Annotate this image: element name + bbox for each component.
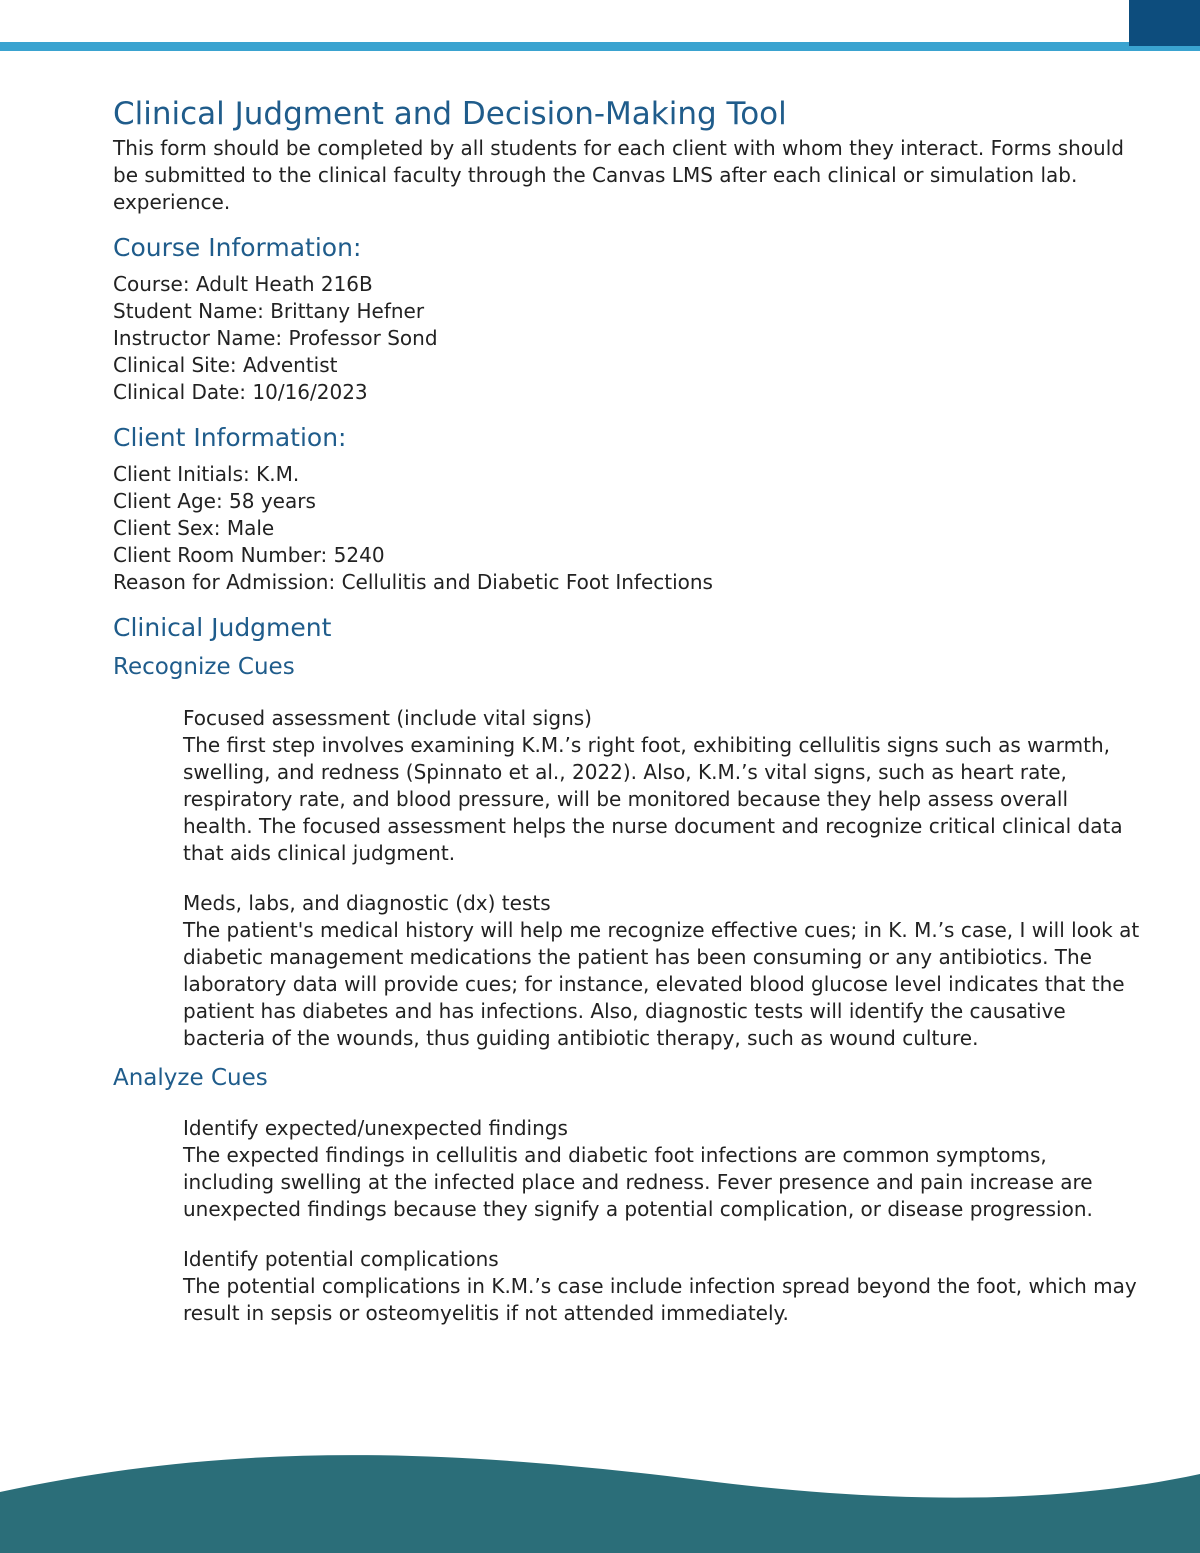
client-age-field: Client Age: 58 years	[113, 489, 316, 513]
meds-labs-section	[183, 890, 1143, 1052]
client-information-heading: Client Information:	[113, 423, 347, 452]
client-information	[113, 461, 1143, 596]
student-name-field: Student Name: Brittany Hefner	[113, 299, 425, 323]
analyze-cues-heading: Analyze Cues	[113, 1065, 268, 1091]
focused-assessment-label: Focused assessment (include vital signs)	[183, 706, 592, 730]
meds-labs-text: The patient's medical history will help me recognize effective cues; in K. M.’s case, I will look at diabetic management medications the patient has been consuming or any antibiotics. The laboratory data will provide cues; for instance, elevated blood glucose level indicates that the patient has diabetes and has infections. Also, diagnostic tests will identify the causative bacteria of the wounds, thus guiding antibiotic therapy, such as wound culture.	[183, 918, 1140, 1050]
header-accent-line	[0, 42, 1200, 51]
client-room-field: Client Room Number: 5240	[113, 543, 385, 567]
reason-for-admission-field: Reason for Admission: Cellulitis and Diabetic Foot Infections	[113, 570, 713, 594]
course-field: Course: Adult Heath 216B	[113, 272, 373, 296]
findings-label: Identify expected/unexpected findings	[183, 1116, 568, 1140]
document-title: Clinical Judgment and Decision-Making Tool	[113, 96, 787, 132]
client-initials-field: Client Initials: K.M.	[113, 462, 300, 486]
complications-section	[183, 1246, 1143, 1327]
focused-assessment-text: The first step involves examining K.M.’s right foot, exhibiting cellulitis signs such as warmth, swelling, and redness (Spinnato et al., 2022). Also, K.M.’s vital signs, such as heart rate, respiratory rate, and blood pressure, will be monitored because they help assess overall health. The focused assessment helps the nurse document and recognize critical clinical data that aids clinical judgment.	[183, 733, 1123, 865]
meds-labs-label: Meds, labs, and diagnostic (dx) tests	[183, 891, 551, 915]
course-information	[113, 271, 1143, 406]
complications-text: The potential complications in K.M.’s case include infection spread beyond the foot, which may result in sepsis or osteomyelitis if not attended immediately.	[183, 1274, 1137, 1325]
course-information-heading: Course Information:	[113, 233, 362, 262]
findings-text: The expected findings in cellulitis and diabetic foot infections are common symptoms, including swelling at the infected place and redness. Fever presence and pain increase are unexpected findings because they signify a potential complication, or disease progression.	[183, 1143, 1093, 1221]
clinical-judgment-heading: Clinical Judgment	[113, 613, 332, 642]
footer-wave	[0, 1440, 1200, 1553]
intro-paragraph: This form should be completed by all students for each client with whom they interact. Forms should be submitted to the clinical faculty through the Canvas LMS after each clinical or simulation lab. experience.	[113, 136, 1124, 214]
focused-assessment-section	[183, 705, 1143, 867]
footer-wave-shape	[0, 1455, 1200, 1553]
recognize-cues-heading: Recognize Cues	[113, 654, 295, 680]
client-sex-field: Client Sex: Male	[113, 516, 275, 540]
clinical-date-field: Clinical Date: 10/16/2023	[113, 380, 368, 404]
findings-section	[183, 1115, 1143, 1223]
header-accent-block	[1129, 0, 1200, 46]
clinical-site-field: Clinical Site: Adventist	[113, 353, 338, 377]
instructor-name-field: Instructor Name: Professor Sond	[113, 326, 438, 350]
document-body	[113, 93, 1143, 1327]
complications-label: Identify potential complications	[183, 1247, 499, 1271]
